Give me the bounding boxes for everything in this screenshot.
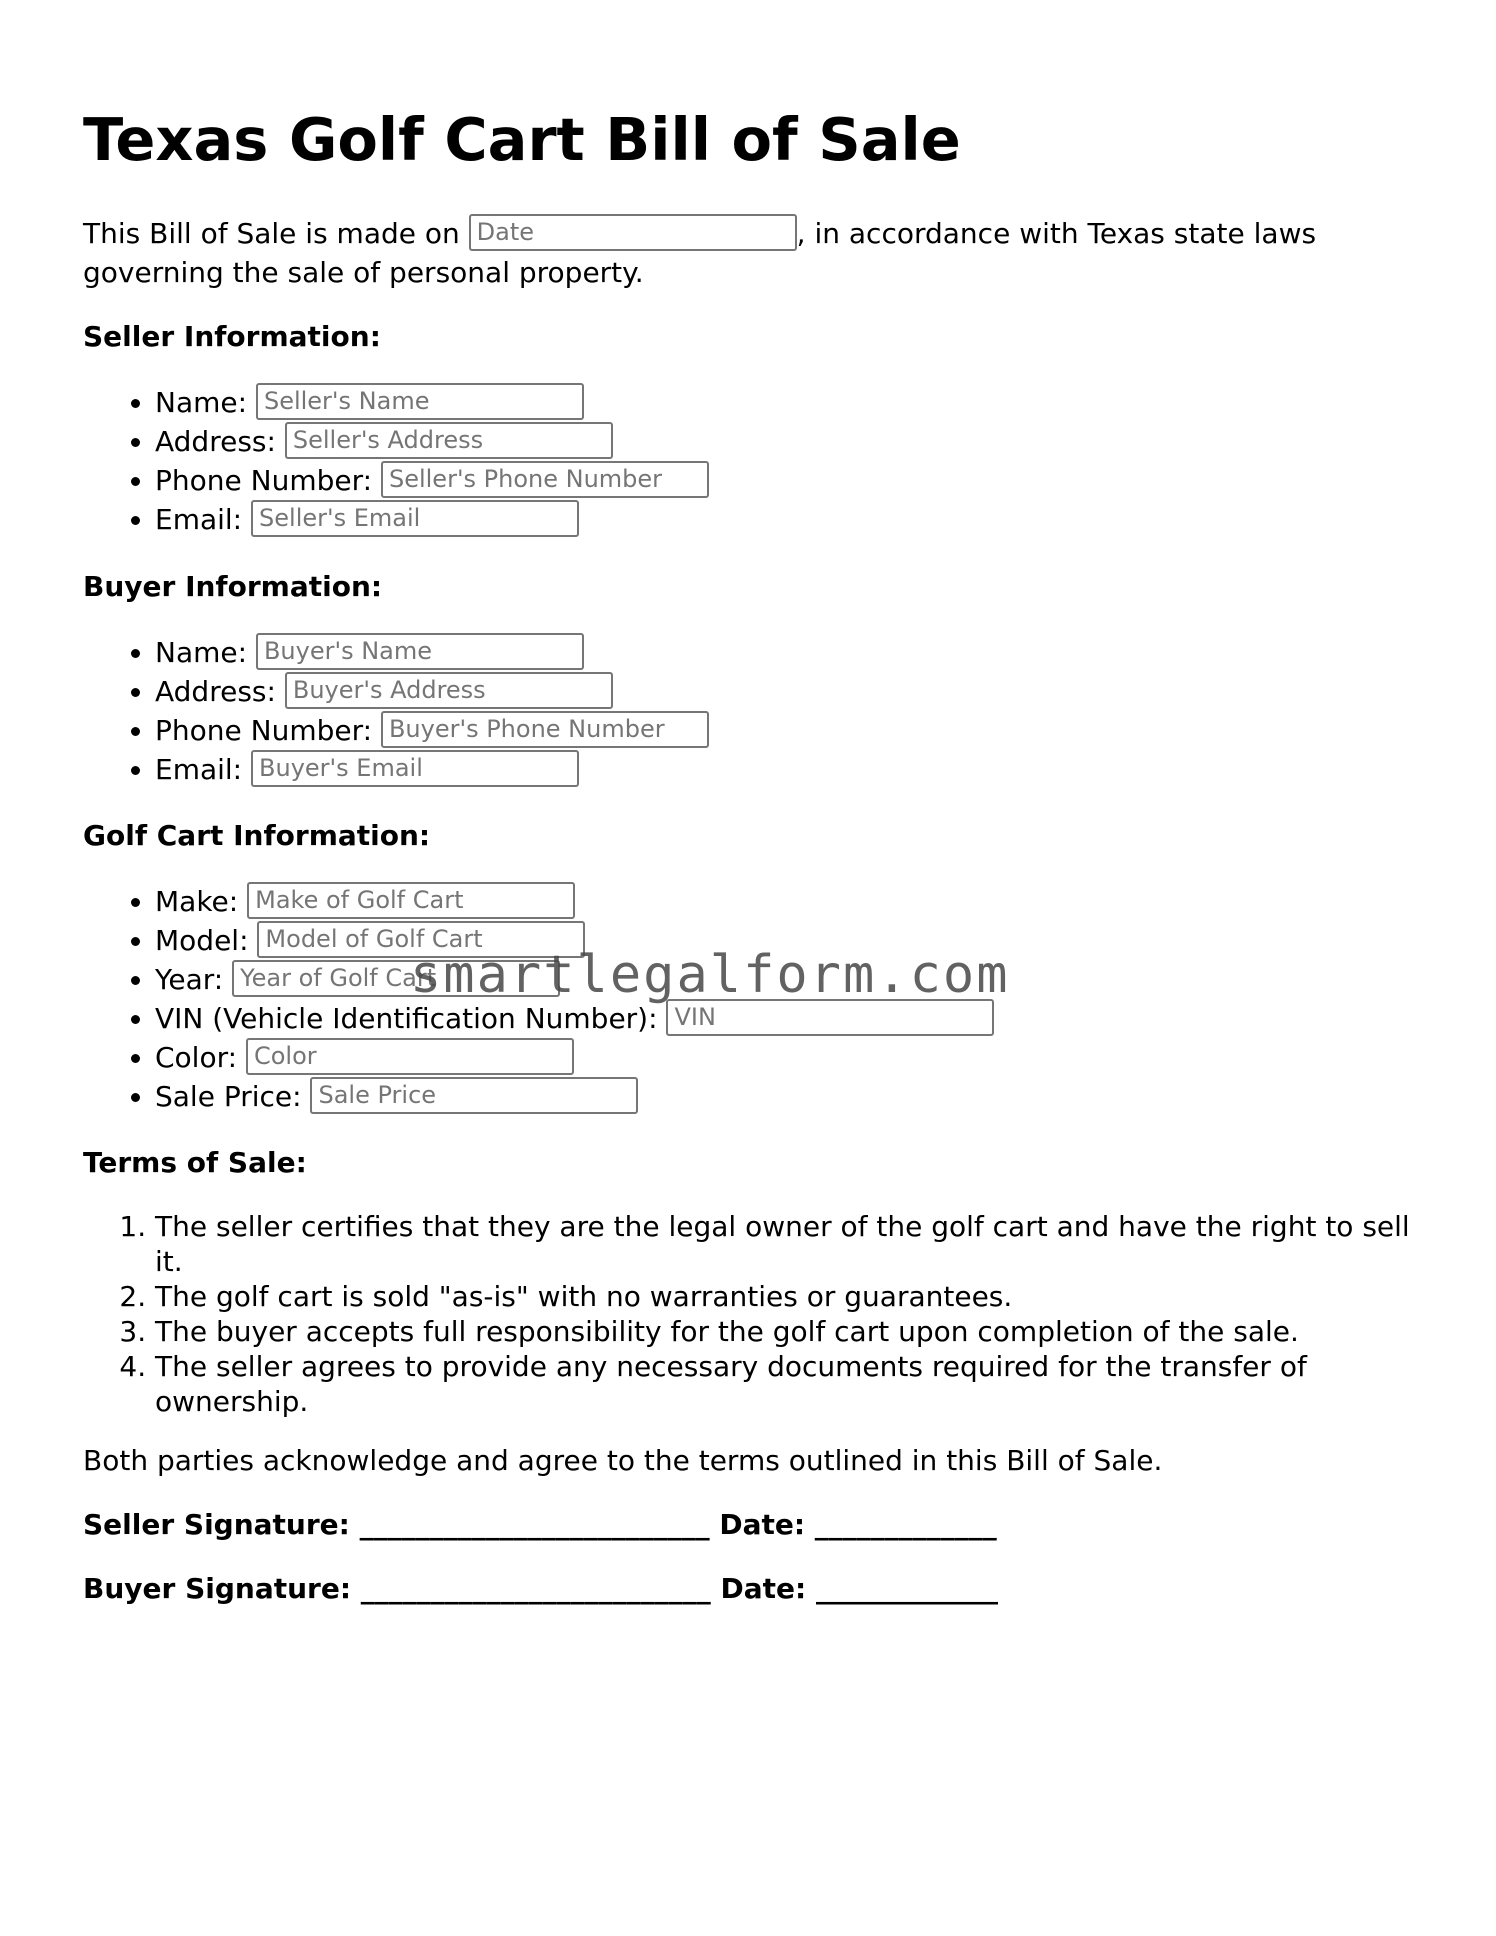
cart-color-item <box>155 1038 994 1077</box>
cart-make-input[interactable] <box>247 882 575 919</box>
intro-text-before: This Bill of Sale is made on <box>83 217 469 250</box>
cart-price-item <box>155 1077 994 1116</box>
buyer-heading: Buyer Information: <box>83 570 383 603</box>
seller-phone-label: Phone Number: <box>155 464 373 497</box>
cart-color-label: Color: <box>155 1041 238 1074</box>
buyer-phone-item <box>155 711 709 750</box>
cart-year-item <box>155 960 994 999</box>
seller-fields <box>83 383 709 539</box>
buyer-email-item <box>155 750 709 789</box>
buyer-address-item <box>155 672 709 711</box>
seller-phone-item <box>155 461 709 500</box>
buyer-fields <box>83 633 709 789</box>
term-item: 2. The golf cart is sold "as-is" with no warranties or guarantees. <box>155 1279 1423 1314</box>
buyer-email-label: Email: <box>155 753 243 786</box>
intro-text-after: , in accordance with Texas state laws governing the sale of personal property. <box>83 217 1317 289</box>
cart-model-item <box>155 921 994 960</box>
terms-heading: Terms of Sale: <box>83 1146 307 1179</box>
seller-name-input[interactable] <box>256 383 584 420</box>
cart-vin-input[interactable] <box>666 999 994 1036</box>
buyer-name-label: Name: <box>155 636 248 669</box>
terms-list <box>83 1209 1423 1419</box>
cart-model-label: Model: <box>155 924 249 957</box>
seller-signature-line: Seller Signature: _________________________ Date: _____________ <box>83 1508 997 1541</box>
seller-phone-input[interactable] <box>381 461 709 498</box>
seller-email-input[interactable] <box>251 500 579 537</box>
term-item: 3. The buyer accepts full responsibility for the golf cart upon completion of the sale. <box>155 1314 1423 1349</box>
cart-vin-item <box>155 999 994 1038</box>
seller-address-input[interactable] <box>285 422 613 459</box>
page-title: Texas Golf Cart Bill of Sale <box>83 105 961 174</box>
closing-statement: Both parties acknowledge and agree to the terms outlined in this Bill of Sale. <box>83 1444 1163 1477</box>
cart-price-input[interactable] <box>310 1077 638 1114</box>
cart-make-item <box>155 882 994 921</box>
buyer-name-input[interactable] <box>256 633 584 670</box>
watermark: smartlegalform.com <box>410 945 1010 1005</box>
buyer-name-item <box>155 633 709 672</box>
cart-price-label: Sale Price: <box>155 1080 302 1113</box>
buyer-phone-label: Phone Number: <box>155 714 373 747</box>
buyer-address-label: Address: <box>155 675 276 708</box>
seller-name-item <box>155 383 709 422</box>
seller-name-label: Name: <box>155 386 248 419</box>
sale-date-input[interactable] <box>469 214 797 251</box>
term-item: 4. The seller agrees to provide any necessary documents required for the transfer of ownership. <box>155 1349 1423 1419</box>
seller-email-item <box>155 500 709 539</box>
cart-heading: Golf Cart Information: <box>83 819 431 852</box>
seller-email-label: Email: <box>155 503 243 536</box>
cart-fields <box>83 882 994 1116</box>
cart-make-label: Make: <box>155 885 239 918</box>
seller-address-label: Address: <box>155 425 276 458</box>
buyer-address-input[interactable] <box>285 672 613 709</box>
cart-model-input[interactable] <box>257 921 585 958</box>
buyer-phone-input[interactable] <box>381 711 709 748</box>
cart-vin-label: VIN (Vehicle Identification Number): <box>155 1002 658 1035</box>
cart-year-label: Year: <box>155 963 224 996</box>
seller-address-item <box>155 422 709 461</box>
seller-heading: Seller Information: <box>83 320 381 353</box>
buyer-email-input[interactable] <box>251 750 579 787</box>
cart-year-input[interactable] <box>232 960 560 997</box>
cart-color-input[interactable] <box>246 1038 574 1075</box>
term-item: 1. The seller certifies that they are the legal owner of the golf cart and have the right to sell it. <box>155 1209 1423 1279</box>
buyer-signature-line: Buyer Signature: _________________________ Date: _____________ <box>83 1572 998 1605</box>
intro-paragraph <box>83 215 1423 292</box>
